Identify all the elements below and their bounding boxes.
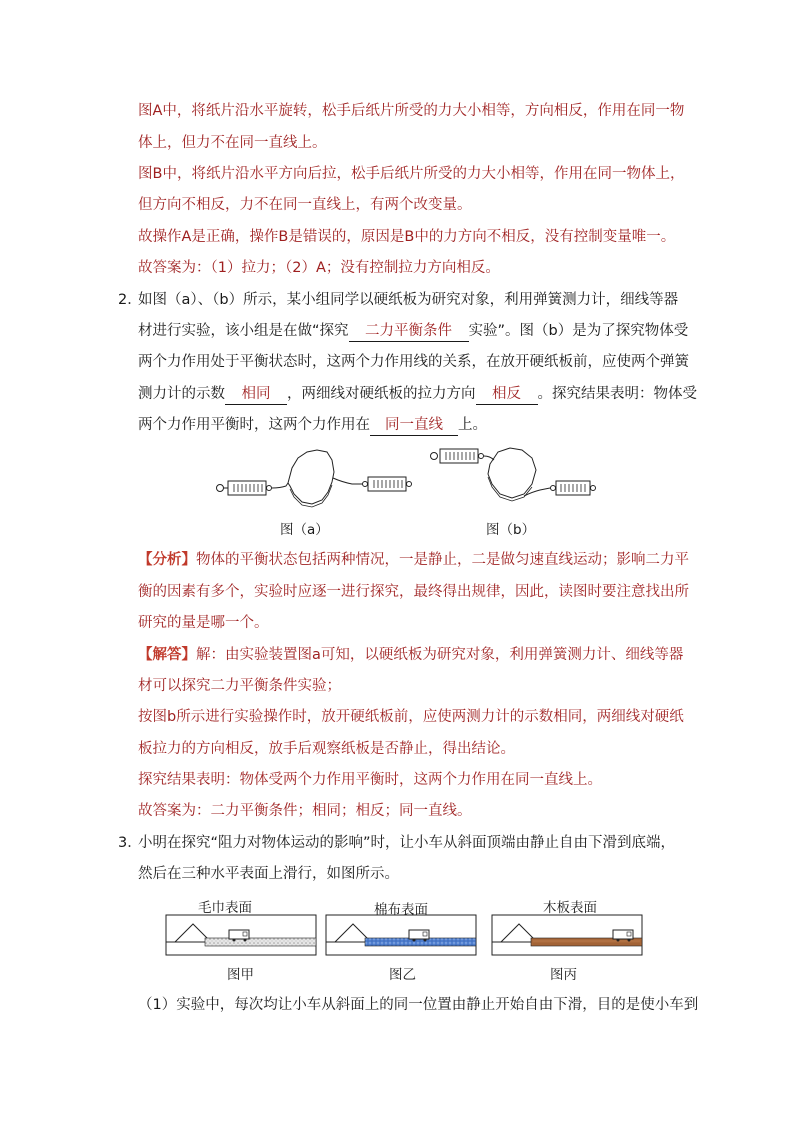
q1-answer-line-1: 图A中，将纸片沿水平旋转，松手后纸片所受的力大小相等，方向相反，作用在同一物 xyxy=(138,103,685,119)
analysis-line-2: 衡的因素有多个，实验时应逐一进行探究，最终得出规律，因此，读图时要注意找出所 xyxy=(138,584,689,600)
surface-label-cotton: 棉布表面 xyxy=(374,902,428,918)
figure-b-caption: 图（b） xyxy=(486,522,536,538)
surface-label-wood: 木板表面 xyxy=(543,900,597,916)
figure-b-spring-balance-setup xyxy=(428,438,598,518)
q2-line-4 xyxy=(138,384,697,405)
answer-line-4: 板拉力的方向相反，放手后观察纸板是否静止，得出结论。 xyxy=(138,741,515,757)
q2-line-3: 两个力作用处于平衡状态时，这两个力作用线的关系，在放开硬纸板前，应使两个弹簧 xyxy=(138,354,689,370)
analysis-text-1: 物体的平衡状态包括两种情况，一是静止，二是做匀速直线运动；影响二力平 xyxy=(196,552,689,568)
answer-blank-2: 相同 xyxy=(225,384,287,405)
q2-line-4-c: 。探究结果表明：物体受 xyxy=(537,386,697,402)
analysis-line-3: 研究的量是哪一个。 xyxy=(138,615,269,631)
question-3-number: 3． xyxy=(118,835,142,851)
q3-line-1: 小明在探究“阻力对物体运动的影响”时，让小车从斜面顶端由静止自由下滑到底端， xyxy=(138,835,676,851)
answer-line-3: 按图b所示进行实验操作时，放开硬纸板前，应使两测力计的示数相同，两细线对硬纸 xyxy=(138,709,684,725)
answer-line-2: 材可以探究二力平衡条件实验； xyxy=(138,678,341,694)
answer-line-6: 故答案为：二力平衡条件；相同；相反；同一直线。 xyxy=(138,803,472,819)
q2-line-2-b: 实验”。图（b）是为了探究物体受 xyxy=(468,323,689,339)
answer-line-1 xyxy=(138,645,683,665)
q2-line-2 xyxy=(138,321,688,342)
ramp-towel-diagram xyxy=(165,914,317,956)
q2-line-4-a: 测力计的示数 xyxy=(138,386,225,402)
surface-label-towel: 毛巾表面 xyxy=(198,900,252,916)
q1-answer-line-6: 故答案为：（1）拉力；（2）A；没有控制拉力方向相反。 xyxy=(138,260,500,276)
q2-line-4-b: ，两细线对硬纸板的拉力方向 xyxy=(287,386,476,402)
q2-line-2-a: 材进行实验，该小组是在做“探究 xyxy=(138,323,349,339)
q2-line-1: 如图（a）、（b）所示，某小组同学以硬纸板为研究对象，利用弹簧测力计，细线等器 xyxy=(138,292,679,308)
answer-blank-3: 相反 xyxy=(476,384,538,405)
q1-answer-line-3: 图B中，将纸片沿水平方向后拉，松手后纸片所受的力大小相等，作用在同一物体上， xyxy=(138,166,685,182)
figure-a-spring-balance-setup xyxy=(212,438,412,518)
analysis-tag: 【分析】 xyxy=(138,552,196,568)
q2-line-5 xyxy=(138,415,487,436)
analysis-line-1 xyxy=(138,550,689,570)
answer-blank-1: 二力平衡条件 xyxy=(349,321,469,342)
q1-answer-line-4: 但方向不相反，力不在同一直线上，有两个改变量。 xyxy=(138,197,472,213)
q2-line-5-b: 上。 xyxy=(458,417,487,433)
answer-tag: 【解答】 xyxy=(138,647,196,663)
ramp-wood-diagram xyxy=(491,914,643,956)
answer-line-5: 探究结果表明：物体受两个力作用平衡时，这两个力作用在同一直线上。 xyxy=(138,772,602,788)
figure-jia-caption: 图甲 xyxy=(227,967,254,983)
q3-sub-question-1: （1）实验中，每次均让小车从斜面上的同一位置由静止开始自由下滑，目的是使小车到 xyxy=(138,997,699,1013)
ramp-cotton-diagram xyxy=(325,914,477,956)
q3-line-2: 然后在三种水平表面上滑行，如图所示。 xyxy=(138,866,399,882)
figure-yi-caption: 图乙 xyxy=(389,967,416,983)
figure-bing-caption: 图丙 xyxy=(550,967,577,983)
question-2-number: 2． xyxy=(118,292,142,308)
answer-text-1: 解：由实验装置图a可知，以硬纸板为研究对象，利用弹簧测力计、细线等器 xyxy=(196,647,684,663)
figure-a-caption: 图（a） xyxy=(280,522,329,538)
q1-answer-line-5: 故操作A是正确，操作B是错误的，原因是B中的力方向不相反，没有控制变量唯一。 xyxy=(138,229,676,245)
q2-line-5-a: 两个力作用平衡时，这两个力作用在 xyxy=(138,417,370,433)
answer-blank-4: 同一直线 xyxy=(370,415,458,436)
q1-answer-line-2: 体上，但力不在同一直线上。 xyxy=(138,135,327,151)
